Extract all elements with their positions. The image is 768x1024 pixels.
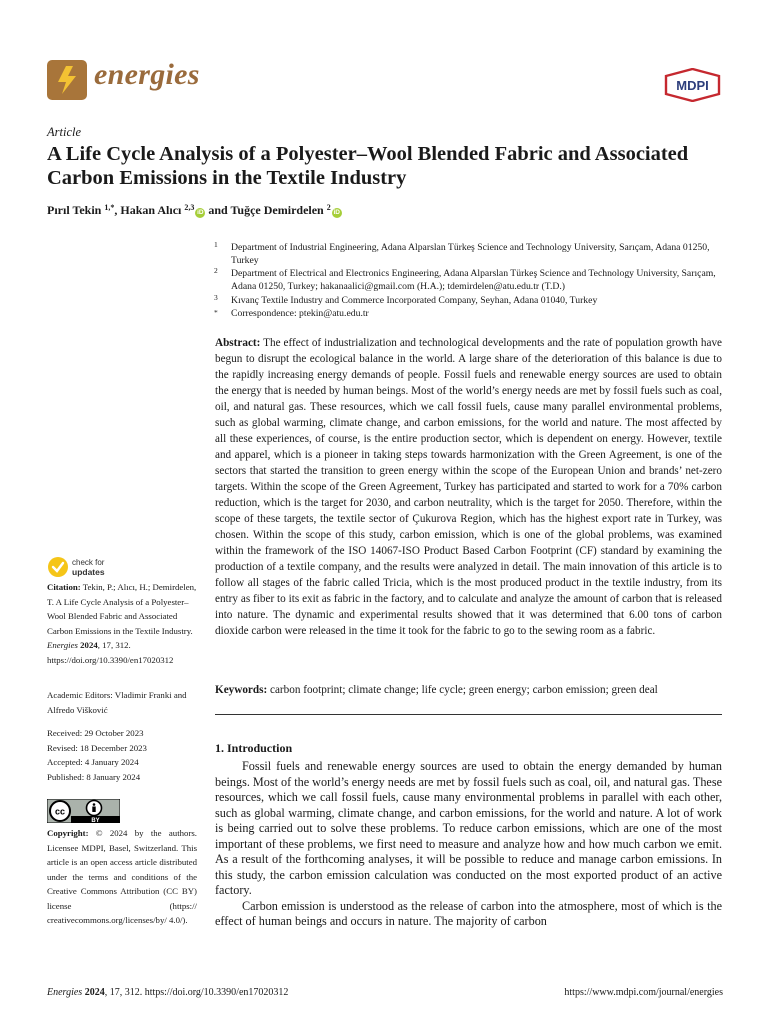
orcid-icon[interactable]: iD <box>333 209 340 216</box>
copyright-label: Copyright: <box>47 828 89 838</box>
affiliation-text: Department of Industrial Engineering, Adana Alparslan Türkeş Science and Technology University, Sarıçam, Adana 01250, Turkey <box>231 242 710 266</box>
citation-doi[interactable]: , 17, 312. https://doi.org/10.3390/en17020312 <box>47 640 174 665</box>
paragraph: Carbon emission is understood as the release of carbon into the atmosphere, most of which is the effect of human beings and occurs in nature. The majority of carbon <box>215 898 722 928</box>
citation-text: Tekin, P.; Alıcı, H.; Demirdelen, T. A Life Cycle Analysis of a Polyester–Wool Blended Fabric and Associated Carbon Emissions in the Textile Industry. <box>47 582 197 636</box>
author-affiliation-marker: 2,3 <box>184 203 195 212</box>
academic-editors: Academic Editors: Vladimir Franki and Alfredo Višković <box>47 690 187 715</box>
author-separator: , <box>114 203 121 217</box>
cc-by-license-icon[interactable] <box>47 799 120 823</box>
footer-journal-link[interactable]: https://www.mdpi.com/journal/energies <box>564 987 723 998</box>
journal-name: energies <box>94 58 200 91</box>
updates-line2: updates <box>72 567 105 577</box>
section-body <box>215 759 722 930</box>
citation-journal: Energies <box>47 640 78 650</box>
affiliation-number: 3 <box>214 293 218 302</box>
mdpi-logo <box>664 68 721 102</box>
received-date: Received: 29 October 2023 <box>47 728 144 738</box>
citation-block <box>47 580 197 667</box>
footer-doi-link[interactable]: , 17, 312. https://doi.org/10.3390/en17020312 <box>104 987 289 998</box>
publisher-name: MDPI <box>676 78 709 93</box>
affiliation-text: Kıvanç Textile Industry and Commerce Incorporated Company, Seyhan, Adana 01040, Turkey <box>231 295 598 306</box>
cc-label: cc <box>54 806 66 817</box>
correspondence-text: Correspondence: ptekin@atu.edu.tr <box>231 308 369 319</box>
affiliation-number: * <box>214 308 218 317</box>
footer-journal: Energies <box>47 987 83 998</box>
publication-dates <box>47 726 197 784</box>
affiliation-number: 2 <box>214 266 218 275</box>
footer-year: 2024 <box>82 987 105 998</box>
author-affiliation-marker: 1,* <box>104 203 115 212</box>
by-label: BY <box>91 818 100 823</box>
article-type: Article <box>47 125 82 139</box>
copyright-notice <box>47 826 197 928</box>
keywords-label: Keywords: <box>215 684 268 696</box>
keywords-text: carbon footprint; climate change; life cycle; green energy; carbon emission; green deal <box>267 684 658 696</box>
author-separator: and <box>205 203 231 217</box>
author-list <box>47 203 647 218</box>
section-heading: 1. Introduction <box>215 741 293 755</box>
affiliation-text: Department of Electrical and Electronics Engineering, Adana Alparslan Türkeş Science and Technology University, Sarıçam, Adana 01250, Turkey; hakanaalici@gmail.com (H.A.); tdemirdelen@atu.edu.tr (T.D.) <box>231 268 716 292</box>
author-name[interactable]: Tuğçe Demirdelen <box>230 203 324 217</box>
section-divider <box>215 714 722 715</box>
revised-date: Revised: 18 December 2023 <box>47 742 147 753</box>
orcid-icon[interactable]: iD <box>197 209 204 216</box>
citation-year: 2024 <box>77 640 98 650</box>
check-for-updates-button[interactable] <box>47 555 137 579</box>
author-affiliation-marker: 2 <box>326 203 331 212</box>
published-date: Published: 8 January 2024 <box>47 771 141 782</box>
page-title: A Life Cycle Analysis of a Polyester–Wool Blended Fabric and Associated Carbon Emissions in the Textile Industry <box>47 143 689 189</box>
copyright-text: © 2024 by the authors. Licensee MDPI, Basel, Switzerland. This article is an open access article distributed under the terms and conditions of the Creative Commons Attribution (CC BY) license (https:// creativecommons.org/licenses/by/ 4.0/). <box>47 828 197 925</box>
paragraph: Fossil fuels and renewable energy sources are used to obtain the energy demanded by human beings. Most of the world’s energy needs are met by fossil fuels such as coal, oil, and natural gas. These resources, which we call fossil fuels, cause many environmental problems in parallel with each other, such as global warming, climate change, and carbon emissions, for the world and nature. A lot of work is being carried out to solve these problems. To reduce carbon emissions, which are one of the most important of these problems, we first need to measure and analyze how and how much carbon we emit. As a result of the forthcoming analyses, it will be possible to reduce and manage carbon emissions. In this study, the carbon emission calculation was conducted on the most exported product of an active factory. <box>215 759 722 897</box>
author-name[interactable]: Pırıl Tekin <box>47 203 102 217</box>
journal-logo-icon <box>47 60 87 100</box>
footer-citation <box>47 987 288 998</box>
updates-line1: check for <box>72 558 105 567</box>
author-name[interactable]: Hakan Alıcı <box>120 203 182 217</box>
abstract-text: The effect of industrialization and technological developments and the rate of population growth have begun to disrupt the ecological balance in the world. A large share of the deterioration of this balance is due to the rapidly increasing energy demands of people. Fossil fuels and renewable energy sources are used to obtain the energy that is needed by human beings. Most of the world’s energy needs are met by fossil fuels such as coal, oil, and natural gas. These resources, which we call fossil fuels, cause many parallel environmental problems, such as global warming, climate change, and carbon emissions, for the world and nature. The most affected by all these experiences, of course, is the entire production sector, which is dependent on energy. However, textile and apparel, which is a pioneer in taking steps towards harmonization with the Green Agreement, is one of the sectors that started the transition to green energy within the scope of the European Union and brands’ net-zero targets. Within the scope of the Green Agreement, Turkey has participated and started to work for a 70% carbon reduction, which is the target for 2030, and carbon neutrality, which is the target for 2050. Therefore, within the scope of these targets, the textile sector of Çukurova Region, which has the highest export rate in Turkey, was chosen. Within the scope of this study, carbon emission, which is one of the global problems, was examined within the framework of the ISO 14067-ISO Product Based Carbon Footprint (CF) standard by examining the production of a textile company, and the results were analyzed in detail. The main innovation of this article is to follow all stages of the fabric called Tricia, which is the most produced product in the textile industry, from its entry as fiber to its exit as fabric in the factory, and to calculate and analyze the amount of carbon that is released into nature. The dynamic and experimental results showed that it was determined that 6.00 tons of carbon dioxide carbon were released in the time it took for the fabric to go to the sewing room as a fabric. <box>215 337 722 637</box>
affiliation-number: 1 <box>214 240 218 249</box>
abstract-label: Abstract: <box>215 337 261 349</box>
accepted-date: Accepted: 4 January 2024 <box>47 757 139 767</box>
keywords <box>215 682 722 698</box>
citation-label: Citation: <box>47 582 81 592</box>
abstract <box>215 335 722 639</box>
